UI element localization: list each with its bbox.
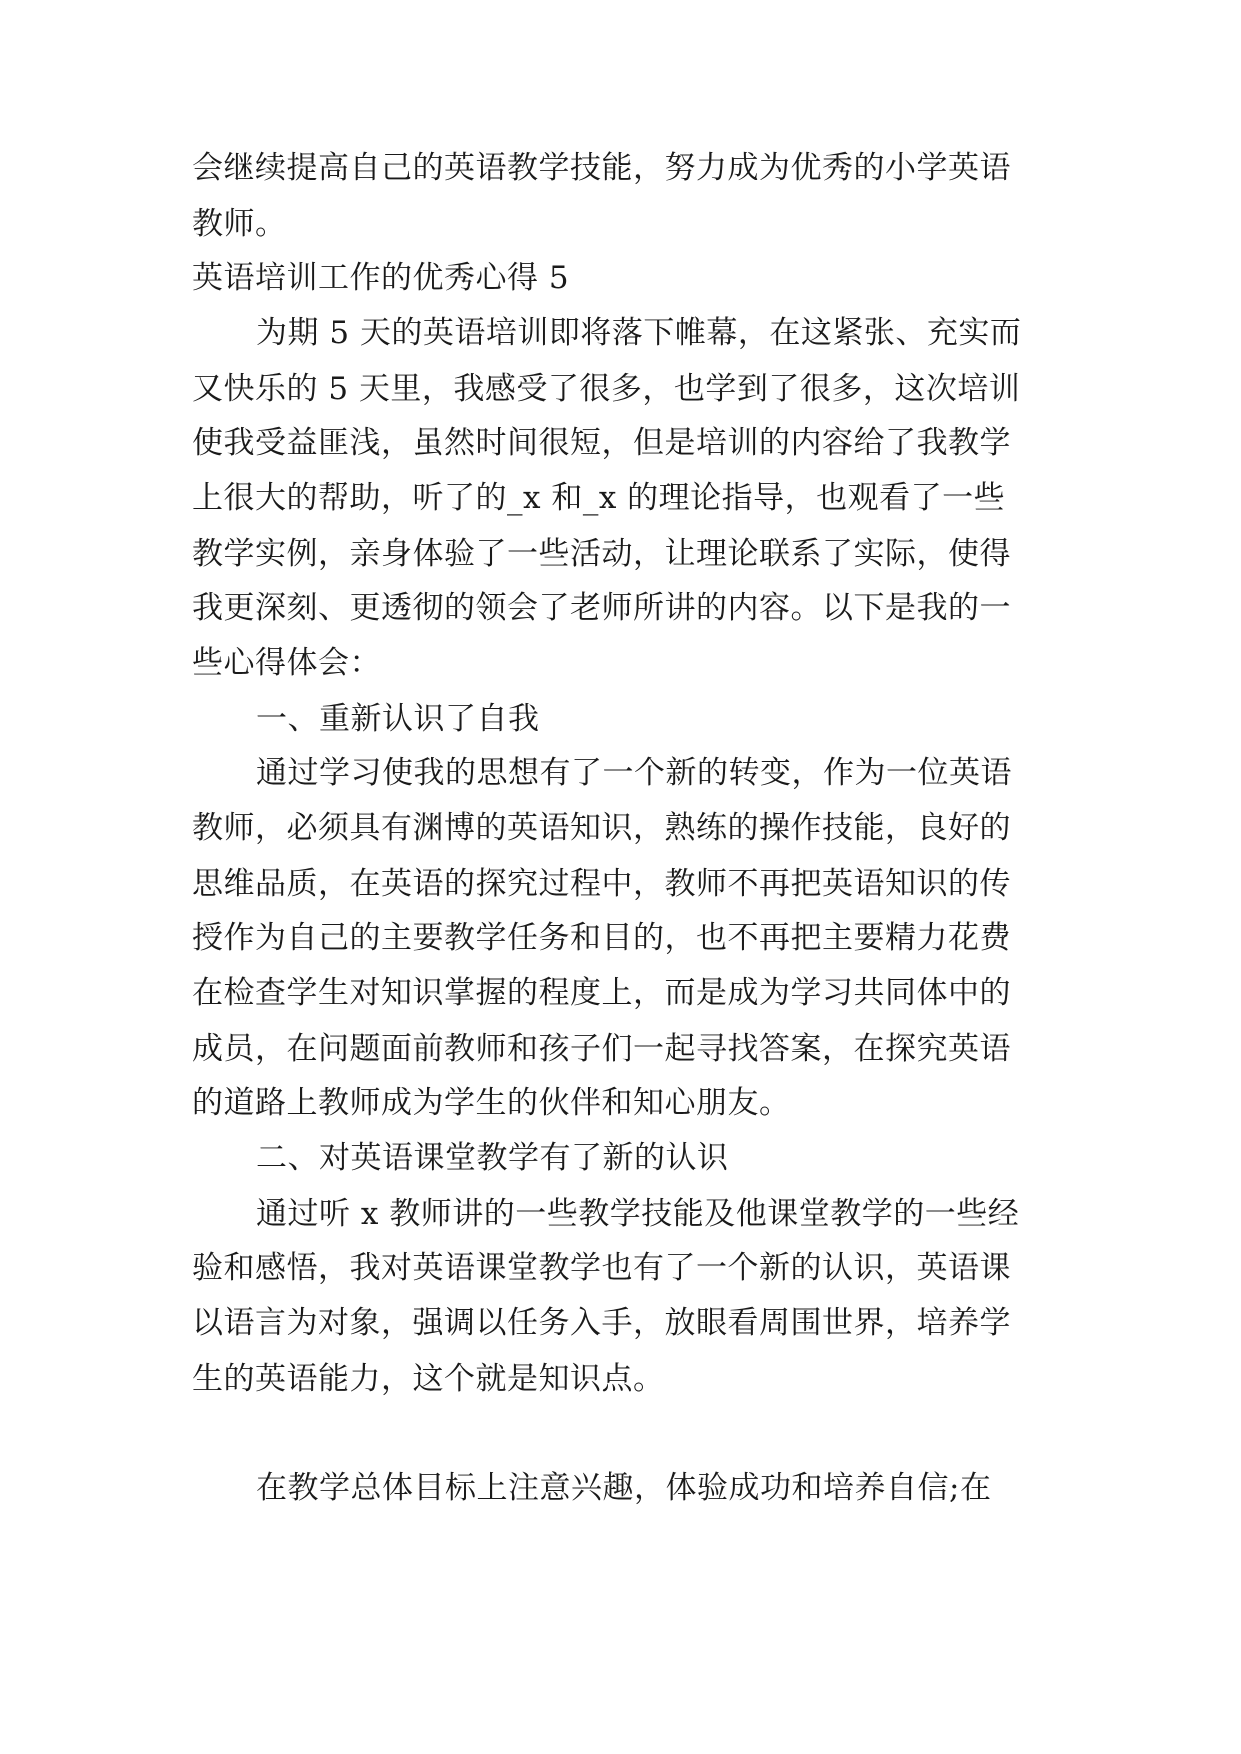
paragraph-line: 教学实例，亲身体验了一些活动，让理论联系了实际，使得 [192, 536, 1011, 572]
paragraph-line: 使我受益匪浅，虽然时间很短，但是培训的内容给了我教学 [192, 425, 1011, 461]
paragraph-line: 在检查学生对知识掌握的程度上，而是成为学习共同体中的 [192, 975, 1011, 1011]
paragraph-line: 上很大的帮助，听了的_x 和_x 的理论指导，也观看了一些 [192, 480, 1006, 516]
paragraph-line: 会继续提高自己的英语教学技能，努力成为优秀的小学英语 [192, 150, 1011, 186]
paragraph-line: 验和感悟，我对英语课堂教学也有了一个新的认识，英语课 [192, 1250, 1011, 1286]
paragraph-line: 又快乐的 5 天里，我感受了很多，也学到了很多，这次培训 [192, 371, 1021, 407]
paragraph-line: 生的英语能力，这个就是知识点。 [192, 1361, 665, 1397]
subsection-heading: 二、对英语课堂教学有了新的认识 [256, 1140, 729, 1176]
paragraph-line: 在教学总体目标上注意兴趣，体验成功和培养自信;在 [256, 1470, 992, 1506]
paragraph-line: 通过学习使我的思想有了一个新的转变，作为一位英语 [256, 755, 1012, 791]
paragraph-line: 些心得体会： [192, 645, 381, 681]
paragraph-line: 的道路上教师成为学生的伙伴和知心朋友。 [192, 1085, 791, 1121]
paragraph-line: 以语言为对象，强调以任务入手，放眼看周围世界，培养学 [192, 1305, 1011, 1341]
paragraph-line: 为期 5 天的英语培训即将落下帷幕，在这紧张、充实而 [256, 315, 1022, 351]
paragraph-line: 我更深刻、更透彻的领会了老师所讲的内容。以下是我的一 [192, 590, 1011, 626]
paragraph-line: 思维品质，在英语的探究过程中，教师不再把英语知识的传 [192, 866, 1011, 902]
paragraph-line: 授作为自己的主要教学任务和目的，也不再把主要精力花费 [192, 920, 1011, 956]
paragraph-line: 教师。 [192, 206, 287, 242]
paragraph-line: 成员，在问题面前教师和孩子们一起寻找答案，在探究英语 [192, 1031, 1011, 1067]
paragraph-line: 教师，必须具有渊博的英语知识，熟练的操作技能，良好的 [192, 810, 1011, 846]
subsection-heading: 一、重新认识了自我 [256, 701, 540, 737]
paragraph-line: 通过听 x 教师讲的一些教学技能及他课堂教学的一些经 [256, 1196, 1020, 1232]
section-heading: 英语培训工作的优秀心得 5 [192, 260, 570, 296]
